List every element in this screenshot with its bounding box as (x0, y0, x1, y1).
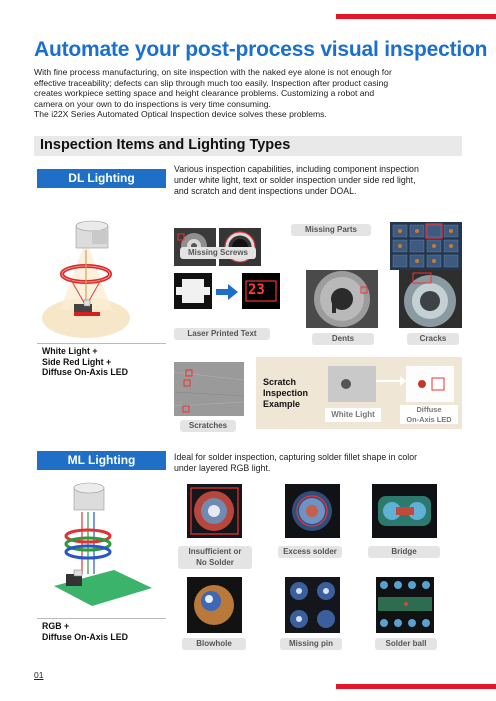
dents-label: Dents (312, 333, 374, 345)
ml-description-line: under layered RGB light. (174, 462, 271, 473)
missing-parts-label: Missing Parts (291, 224, 371, 236)
intro-line: creates workpiece setting space and height clearance problems. Customizing a robot and (34, 88, 375, 99)
excess-solder-photo (285, 484, 340, 538)
page-number: 01 (34, 670, 44, 680)
cracks-photo (399, 270, 462, 328)
intro-line: camera on your own to do inspections is very time consuming. (34, 98, 271, 109)
bottom-accent-bar (336, 684, 496, 689)
divider (37, 618, 166, 619)
excess-solder-label: Excess solder (278, 546, 342, 558)
solder-ball-photo (376, 577, 434, 633)
dl-description (174, 164, 464, 196)
dl-description-line: under white light, text or solder inspection under side red light, (174, 174, 416, 185)
ml-lighting-button: ML Lighting (37, 451, 166, 470)
intro-line: effective traceability; defects can slip through much too easily. Inspection after product casing (34, 77, 389, 88)
insufficient-solder-photo (187, 484, 242, 538)
dents-photo (306, 270, 378, 328)
laser-printed-text-label: Laser Printed Text (174, 328, 270, 340)
missing-screws-label: Missing Screws (180, 247, 256, 259)
insufficient-label-line: No Solder (196, 557, 234, 567)
diffuse-on-axis-label (400, 405, 458, 424)
ml-lighting-illustration (52, 478, 162, 610)
solder-ball-label: Solder ball (375, 638, 437, 650)
scratches-photo (174, 362, 244, 416)
arrow-right-icon (376, 376, 406, 386)
dl-description-line: Various inspection capabilities, including component inspection (174, 164, 419, 174)
diffuse-label-line: Diffuse (416, 405, 442, 414)
ml-description-line: Ideal for solder inspection, capturing solder fillet shape in color (174, 452, 418, 462)
dl-light-label-line: White Light + (42, 346, 98, 356)
diffuse-light-photo (406, 366, 454, 402)
laser-text-photo-1 (174, 273, 212, 309)
bridge-label: Bridge (368, 546, 440, 558)
scratch-example-title-line: Inspection (263, 388, 309, 398)
cracks-label: Cracks (407, 333, 459, 345)
bridge-photo (372, 484, 437, 538)
divider (37, 343, 166, 344)
intro-paragraph (34, 67, 474, 120)
dl-lighting-button: DL Lighting (37, 169, 166, 188)
scratches-label: Scratches (180, 420, 236, 432)
scratch-example-title-line: Scratch (263, 377, 297, 387)
white-light-photo (328, 366, 376, 402)
dl-light-label-line: Diffuse On-Axis LED (42, 367, 129, 377)
scratch-example-title (263, 377, 308, 410)
ml-light-label-line: RGB + (42, 621, 70, 631)
blowhole-label: Blowhole (182, 638, 246, 650)
ml-light-label (42, 621, 170, 642)
scratch-example-title-line: Example (263, 399, 301, 409)
dl-light-label (42, 346, 170, 378)
arrow-right-icon (216, 284, 238, 300)
ml-light-label-line: Diffuse On-Axis LED (42, 631, 129, 642)
dl-light-label-line: Side Red Light + (42, 356, 112, 367)
white-light-label: White Light (325, 408, 381, 422)
intro-line: With fine process manufacturing, on site inspection with the naked eye alone is not enough for (34, 67, 392, 77)
intro-line: The i22X Series Automated Optical Inspection device solves these problems. (34, 109, 327, 120)
dl-description-line: and scratch and dent inspections under DOAL. (174, 185, 357, 196)
section-title: Inspection Items and Lighting Types (40, 137, 291, 153)
diffuse-label-line: On-Axis LED (406, 414, 452, 424)
laser-text-photo-2 (242, 273, 280, 309)
blowhole-photo (187, 577, 242, 633)
ml-description (174, 452, 464, 474)
missing-pin-label: Missing pin (280, 638, 342, 650)
top-accent-bar (336, 14, 496, 19)
dl-lighting-illustration (40, 200, 164, 338)
insufficient-label-line: Insufficient or (188, 547, 242, 556)
insufficient-solder-label (178, 546, 252, 569)
missing-pin-photo (285, 577, 340, 633)
page-title: Automate your post-process visual inspection (34, 38, 488, 61)
laser-printed-value: 23 (248, 282, 265, 298)
missing-parts-photo (390, 222, 462, 270)
